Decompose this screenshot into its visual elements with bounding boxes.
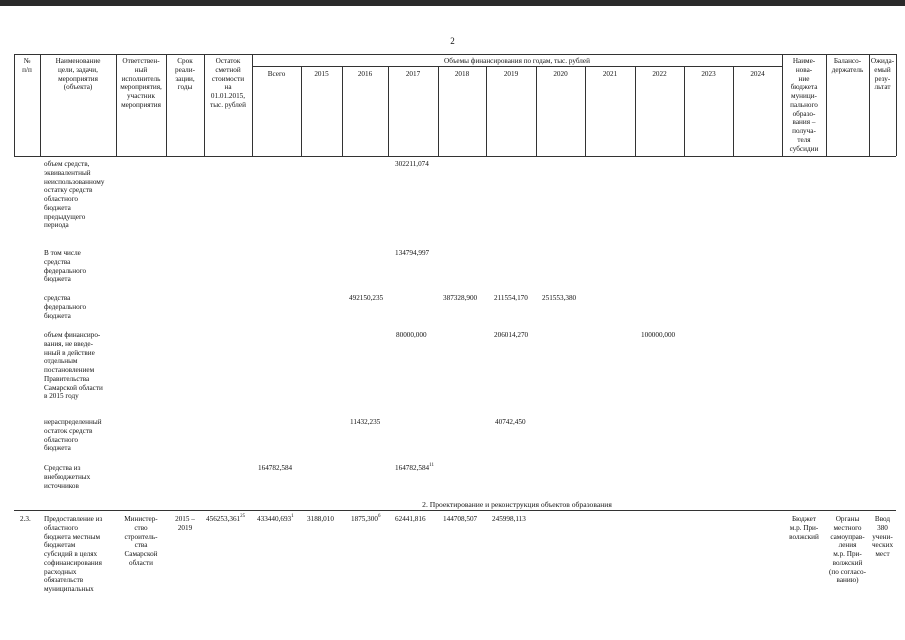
header-year-2023: 2023 — [701, 70, 716, 78]
row-value-2018: 387328,900 — [443, 294, 478, 302]
row-label: В том числе средства федерального бюджета — [44, 249, 87, 284]
row-value-2020: 251553,380 — [542, 294, 577, 302]
row-label: объем средств, эквивалентный неиспользованному остатку средств областного бюджета предыдущего периода — [44, 160, 105, 230]
row-value-2017: 80000,000 — [396, 331, 427, 339]
item-result: Ввод 380 учени- ческих мест — [871, 515, 894, 559]
item-balance — [206, 515, 245, 523]
col-line — [486, 66, 487, 156]
col-line — [536, 66, 537, 156]
item-value-2018: 144708,507 — [443, 515, 478, 523]
header-term: Срок реали- зации, годы — [175, 57, 195, 92]
header-year-2015: 2015 — [314, 70, 329, 78]
item-holder: Органы местного самоуправ- ления м.р. При- волжский (по согласо- ванию) — [829, 515, 866, 585]
row-label: Средства из внебюджетных источников — [44, 464, 91, 490]
header-budget-name: Наиме- нова- ние бюджета муници- пального образо- вания – получа- теля субсидии — [789, 57, 819, 153]
top-border — [0, 0, 905, 6]
row-value-2019: 206014,270 — [494, 331, 529, 339]
page-number: 2 — [450, 36, 455, 46]
row-value-2016: 11432,235 — [350, 418, 381, 426]
table-top-border — [14, 54, 896, 55]
item-name: Предоставление из областного бюджета местным бюджетам субсидий в целях софинансирования расходных обязательств муниципальных — [44, 515, 103, 594]
col-line — [684, 66, 685, 156]
col-line — [896, 54, 897, 156]
header-year-2022: 2022 — [652, 70, 667, 78]
header-funding-title: Объемы финансирования по годам, тыс. рублей — [444, 57, 590, 65]
row-label: нераспределенный остаток средств областного бюджета — [44, 418, 102, 453]
col-line — [438, 66, 439, 156]
item-value-2017: 62441,816 — [395, 515, 426, 523]
footnote-mark: 6 — [377, 514, 381, 519]
years-header-line — [252, 66, 782, 67]
item-num: 2.3. — [20, 515, 31, 523]
header-year-2017: 2017 — [405, 70, 421, 78]
row-label: средства федерального бюджета — [44, 294, 87, 320]
section-title: 2. Проектирование и реконструкция объектов образования — [422, 500, 612, 509]
col-line — [585, 66, 586, 156]
item-value-2015: 3188,010 — [307, 515, 334, 523]
footnote-mark: 11 — [429, 463, 434, 468]
item-balance-text: 456253,361 — [206, 515, 241, 523]
row-value-2017: 302211,074 — [395, 160, 429, 168]
section-separator — [14, 510, 896, 511]
header-executor: Ответствен- ный исполнитель мероприятия, участник мероприятия — [120, 57, 162, 109]
header-num: № п/п — [22, 57, 32, 74]
header-holder: Балансо- держатель — [831, 57, 864, 74]
col-line — [635, 66, 636, 156]
header-year-2018: 2018 — [454, 70, 470, 78]
footnote-mark: 25 — [240, 514, 246, 519]
item-total-text: 433440,693 — [257, 515, 292, 523]
header-year-2019: 2019 — [503, 70, 519, 78]
col-line — [342, 66, 343, 156]
footnote-mark: 1 — [291, 514, 294, 519]
header-year-2024: 2024 — [750, 70, 765, 78]
header-total: Всего — [267, 70, 286, 78]
row-value-2022: 100000,000 — [641, 331, 676, 339]
header-year-2021: 2021 — [602, 70, 618, 78]
header-bottom-border — [14, 156, 896, 157]
row-value-total: 164782,584 — [258, 464, 293, 472]
item-term: 2015 – 2019 — [175, 515, 195, 532]
header-year-2016: 2016 — [357, 70, 373, 78]
item-total — [257, 515, 294, 523]
row-value-2017: 134794,997 — [395, 249, 430, 257]
col-line — [733, 66, 734, 156]
header-year-2020: 2020 — [553, 70, 568, 78]
row-value-2019: 40742,450 — [495, 418, 526, 426]
item-value-2016 — [351, 515, 380, 523]
row-value-2016: 492150,235 — [349, 294, 384, 302]
header-result: Ожида- емый резу- льтат — [870, 57, 895, 92]
row-label: объем финансиро- вания, не введе- нный в действие отдельным постановлением Правительства Самарской области в 2015 году — [44, 331, 103, 401]
item-executor: Министер- ство строитель- ства Самарской области — [124, 515, 158, 567]
item-value-2016-text: 1875,300 — [351, 515, 378, 523]
item-value-2019: 245998,113 — [492, 515, 526, 523]
header-balance: Остаток сметной стоимости на 01.01.2015, тыс. рублей — [210, 57, 246, 109]
header-name: Наименование цели, задачи, мероприятия (объекта) — [55, 57, 101, 92]
item-budget-name: Бюджет м.р. При- волжский — [789, 515, 819, 541]
col-line — [388, 66, 389, 156]
col-line — [301, 66, 302, 156]
row-value-2017-text: 164782,584 — [395, 464, 430, 472]
row-value-2017 — [395, 464, 434, 472]
row-value-2019: 211554,170 — [494, 294, 528, 302]
